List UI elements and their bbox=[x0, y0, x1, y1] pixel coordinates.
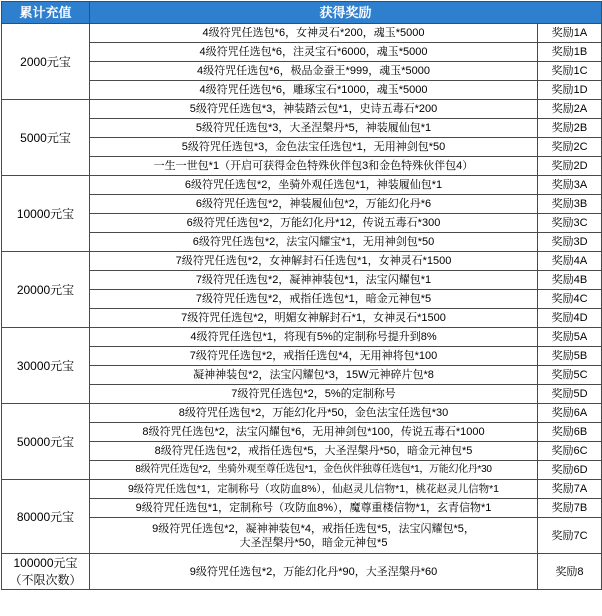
reward-content: 9级符咒任选包*1，定制称号（攻防血8%），魔尊重楼信物*1，玄青信物*1 bbox=[90, 499, 538, 518]
reward-content: 8级符咒任选包*2，戒指任选包*5，大圣涅槃丹*50，暗金元神包*5 bbox=[90, 442, 538, 461]
reward-content: 6级符咒任选包*2，万能幻化丹*12，传说五毒石*300 bbox=[90, 214, 538, 233]
reward-code: 奖励3C bbox=[538, 214, 602, 233]
table-row bbox=[2, 385, 602, 404]
table-row bbox=[2, 461, 602, 480]
reward-code: 奖励2B bbox=[538, 119, 602, 138]
reward-content: 7级符咒任选包*2，女神解封石任选包*1，女神灵石*1500 bbox=[90, 252, 538, 271]
table-row bbox=[2, 157, 602, 176]
reward-content: 8级符咒任选包*2，法宝闪耀包*6，无用神剑包*100，传说五毒石*1000 bbox=[90, 423, 538, 442]
reward-code: 奖励4A bbox=[538, 252, 602, 271]
reward-code: 奖励1C bbox=[538, 62, 602, 81]
table-row bbox=[2, 24, 602, 43]
table-row bbox=[2, 62, 602, 81]
table-row bbox=[2, 233, 602, 252]
reward-content: 7级符咒任选包*2，5%的定制称号 bbox=[90, 385, 538, 404]
reward-content: 7级符咒任选包*2，戒指任选包*1，暗金元神包*5 bbox=[90, 290, 538, 309]
reward-content: 6级符咒任选包*2，神装履仙包*2，万能幻化丹*6 bbox=[90, 195, 538, 214]
reward-code: 奖励3D bbox=[538, 233, 602, 252]
tier-amount: 2000元宝 bbox=[2, 24, 90, 100]
reward-code: 奖励4C bbox=[538, 290, 602, 309]
table-row bbox=[2, 271, 602, 290]
reward-content: 8级符咒任选包*2，坐骑外观至尊任选包*1，金色伙伴独尊任选包*1，万能幻化丹*30 bbox=[90, 461, 538, 480]
reward-code: 奖励6D bbox=[538, 461, 602, 480]
reward-content: 一生一世包*1（开启可获得金色特殊伙伴包3和金色特殊伙伴包4） bbox=[90, 157, 538, 176]
tier-amount-value: 100000元宝 bbox=[13, 555, 78, 570]
tier-amount: 50000元宝 bbox=[2, 404, 90, 480]
reward-content: 凝神神装包*2，法宝闪耀包*3，15W元神碎片包*8 bbox=[90, 366, 538, 385]
reward-content: 5级符咒任选包*3，神装踏云包*1，史诗五毒石*200 bbox=[90, 100, 538, 119]
reward-code: 奖励8 bbox=[538, 554, 602, 590]
table-row bbox=[2, 100, 602, 119]
table-row bbox=[2, 442, 602, 461]
reward-code: 奖励7B bbox=[538, 499, 602, 518]
reward-content: 4级符咒任选包*6，极品金蚕王*999，魂玉*5000 bbox=[90, 62, 538, 81]
reward-table bbox=[1, 1, 602, 590]
table-row bbox=[2, 252, 602, 271]
table-row bbox=[2, 366, 602, 385]
reward-content: 5级符咒任选包*3，大圣涅槃丹*5，神装履仙包*1 bbox=[90, 119, 538, 138]
reward-content: 7级符咒任选包*2，明媚女神解封石*1，女神灵石*1500 bbox=[90, 309, 538, 328]
reward-content: 9级符咒任选包*2，凝神神装包*4，戒指任选包*5，法宝闪耀包*5，大圣涅槃丹*50，暗金元神包*5 bbox=[90, 518, 538, 554]
reward-code: 奖励1B bbox=[538, 43, 602, 62]
reward-content: 6级符咒任选包*2，法宝闪耀宝*1，无用神剑包*50 bbox=[90, 233, 538, 252]
table-header-row bbox=[2, 2, 602, 24]
table-row bbox=[2, 138, 602, 157]
reward-content: 4级符咒任选包*6，雕琢宝石*1000，魂玉*5000 bbox=[90, 81, 538, 100]
reward-content: 7级符咒任选包*2，凝神神装包*1，法宝闪耀包*1 bbox=[90, 271, 538, 290]
reward-content: 4级符咒任选包*1，将现有5%的定制称号提升到8% bbox=[90, 328, 538, 347]
reward-code: 奖励4B bbox=[538, 271, 602, 290]
tier-amount: 80000元宝 bbox=[2, 480, 90, 554]
table-row bbox=[2, 214, 602, 233]
reward-code: 奖励5A bbox=[538, 328, 602, 347]
reward-content: 6级符咒任选包*2，坐骑外观任选包*1，神装履仙包*1 bbox=[90, 176, 538, 195]
reward-code: 奖励1A bbox=[538, 24, 602, 43]
reward-code: 奖励6C bbox=[538, 442, 602, 461]
table-row bbox=[2, 119, 602, 138]
tier-amount-note: （不限次数） bbox=[9, 572, 82, 587]
header-rewards: 获得奖励 bbox=[90, 2, 602, 24]
table-row bbox=[2, 81, 602, 100]
tier-amount: 30000元宝 bbox=[2, 328, 90, 404]
table-row bbox=[2, 518, 602, 554]
reward-code: 奖励3B bbox=[538, 195, 602, 214]
reward-content: 4级符咒任选包*6，注灵宝石*6000，魂玉*5000 bbox=[90, 43, 538, 62]
reward-code: 奖励1D bbox=[538, 81, 602, 100]
table-row bbox=[2, 176, 602, 195]
reward-code: 奖励5D bbox=[538, 385, 602, 404]
table-row bbox=[2, 195, 602, 214]
reward-code: 奖励4D bbox=[538, 309, 602, 328]
reward-code: 奖励7C bbox=[538, 518, 602, 554]
reward-code: 奖励6A bbox=[538, 404, 602, 423]
reward-code: 奖励2D bbox=[538, 157, 602, 176]
table-row bbox=[2, 290, 602, 309]
reward-code: 奖励6B bbox=[538, 423, 602, 442]
reward-code: 奖励2A bbox=[538, 100, 602, 119]
table-row bbox=[2, 423, 602, 442]
reward-code: 奖励2C bbox=[538, 138, 602, 157]
table-row bbox=[2, 499, 602, 518]
tier-amount: 5000元宝 bbox=[2, 100, 90, 176]
table-row bbox=[2, 554, 602, 590]
header-amount: 累计充值 bbox=[2, 2, 90, 24]
table-row bbox=[2, 328, 602, 347]
table-row bbox=[2, 480, 602, 499]
reward-content: 5级符咒任选包*3，金色法宝任选包*1，无用神剑包*50 bbox=[90, 138, 538, 157]
reward-content: 9级符咒任选包*1，定制称号（攻防血8%），仙赵灵儿信物*1，桃花赵灵儿信物*1 bbox=[90, 480, 538, 499]
reward-code: 奖励5B bbox=[538, 347, 602, 366]
reward-content: 7级符咒任选包*2，戒指任选包*4，无用神将包*100 bbox=[90, 347, 538, 366]
reward-content: 8级符咒任选包*2，万能幻化丹*50，金色法宝任选包*30 bbox=[90, 404, 538, 423]
reward-code: 奖励5C bbox=[538, 366, 602, 385]
table-row bbox=[2, 43, 602, 62]
tier-amount bbox=[2, 554, 90, 590]
reward-code: 奖励7A bbox=[538, 480, 602, 499]
reward-code: 奖励3A bbox=[538, 176, 602, 195]
tier-amount: 20000元宝 bbox=[2, 252, 90, 328]
reward-content: 4级符咒任选包*6，女神灵石*200，魂玉*5000 bbox=[90, 24, 538, 43]
table-row bbox=[2, 309, 602, 328]
table-row bbox=[2, 347, 602, 366]
table-row bbox=[2, 404, 602, 423]
tier-amount: 10000元宝 bbox=[2, 176, 90, 252]
reward-content: 9级符咒任选包*2，万能幻化丹*90，大圣涅槃丹*60 bbox=[90, 554, 538, 590]
